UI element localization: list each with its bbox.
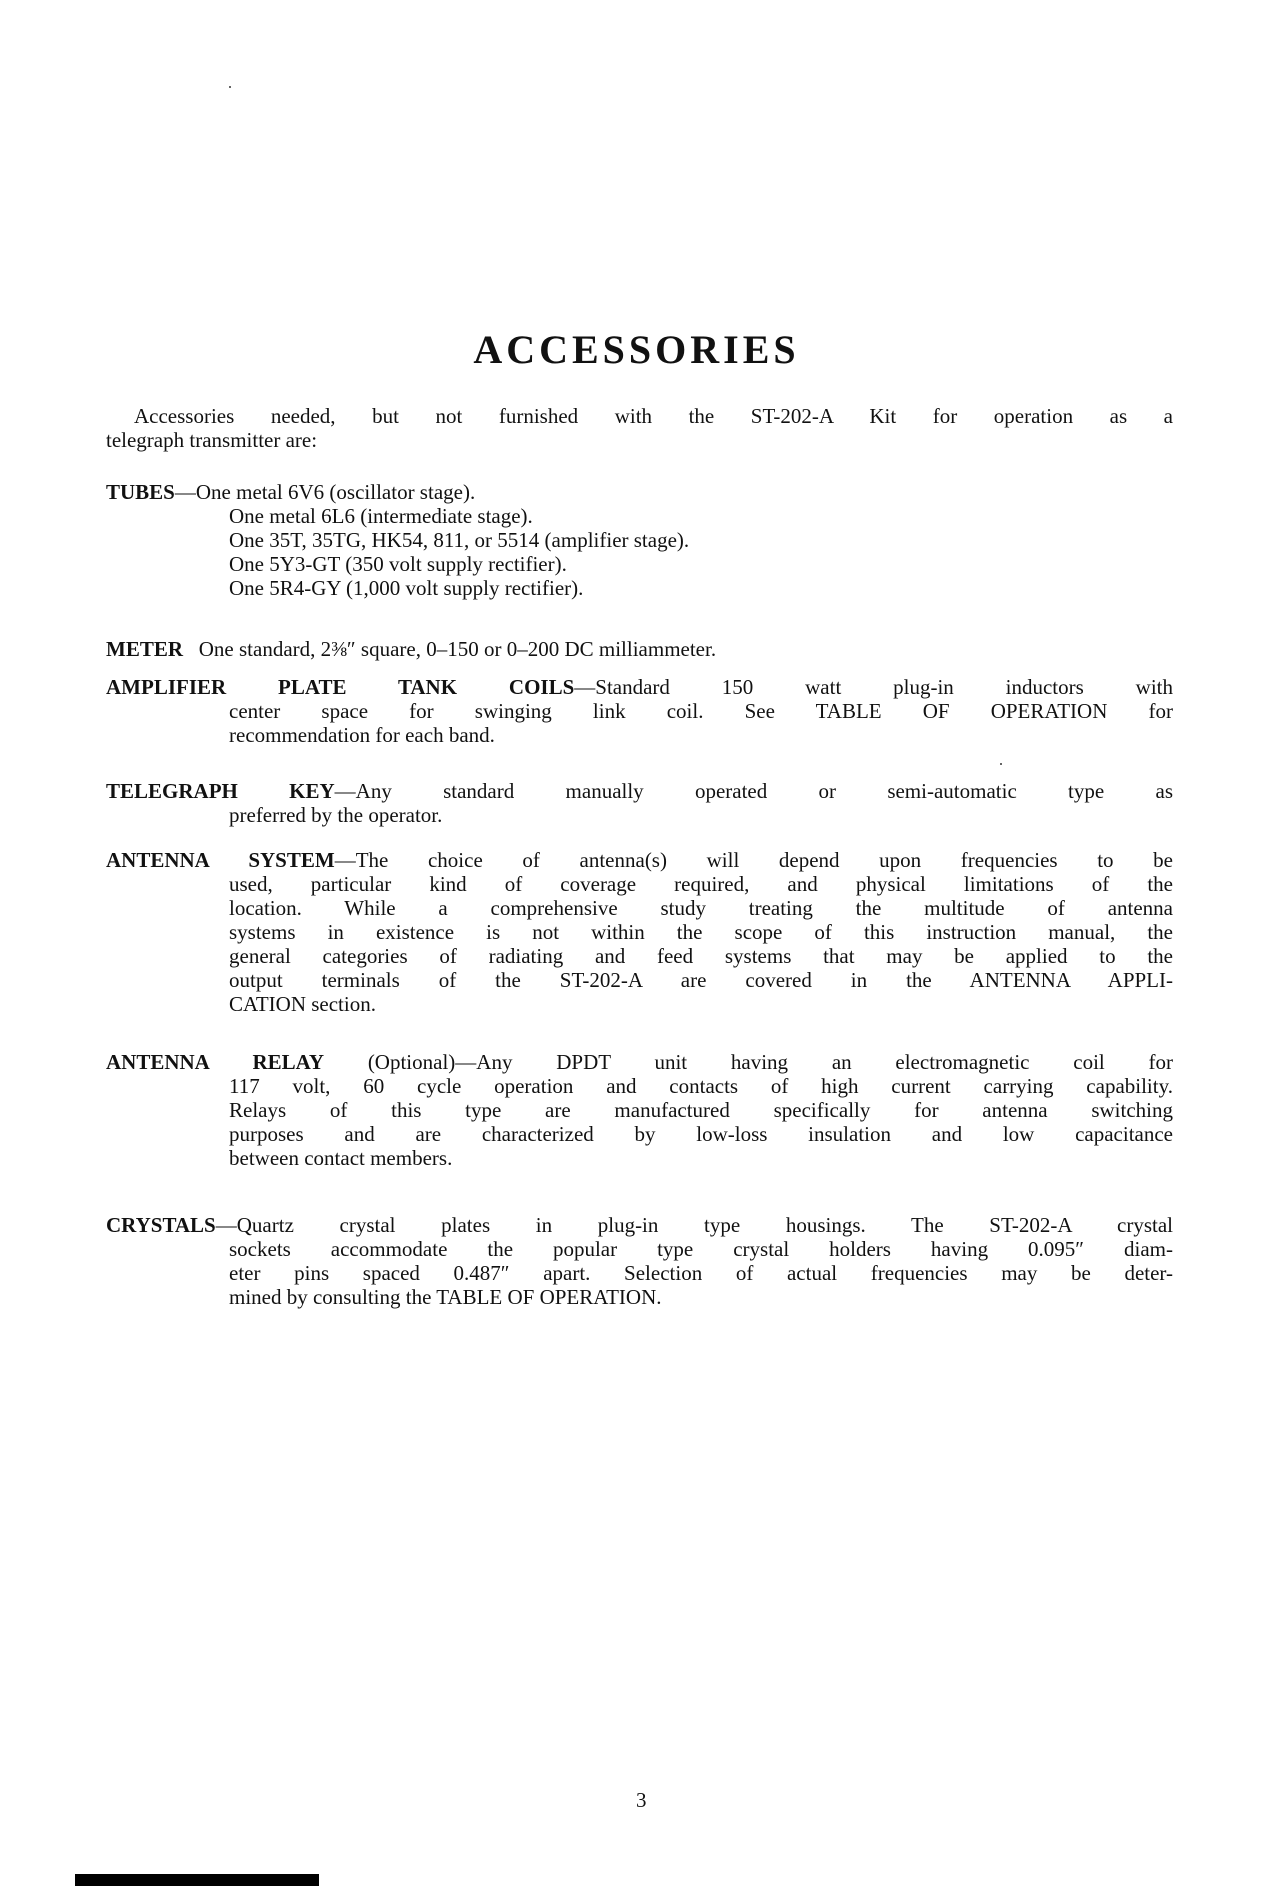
entry-label: TELEGRAPH KEY [106,779,335,803]
speck [1000,763,1002,765]
entry-label: CRYSTALS [106,1213,216,1237]
tubes-entry: TUBES—One metal 6V6 (oscillator stage). One metal 6L6 (intermediate stage). One 35T, 35TG, HK54, 811, or 5514 (amplifier stage). One 5Y3-GT (350 volt supply rectifier). One 5R4-GY (1,000 volt supply rectifier). [106,480,690,600]
intro-paragraph: Accessories needed, but not furnished with the ST-202-A Kit for operation as a telegraph transmitter are: [106,404,1173,452]
meter-entry: METER One standard, 2⅜″ square, 0–150 or 0–200 DC milliammeter. [106,637,717,661]
crystals-entry: CRYSTALS—Quartz crystal plates in plug-in type housings. The ST-202-A crystal sockets accommodate the popular type crystal holders having 0.095″ diam- eter pins spaced 0.487″ apart. Selection of actual frequencies may be deter- mined by consulting the TABLE OF OPERATION. [106,1213,1173,1309]
entry-label: ANTENNA RELAY [106,1050,325,1074]
scan-edge-bar [75,1874,319,1886]
entry-label: TUBES [106,480,175,504]
entry-label: METER [106,637,184,661]
entry-label: AMPLIFIER PLATE TANK COILS [106,675,575,699]
page-title: ACCESSORIES [473,327,800,372]
coils-entry: AMPLIFIER PLATE TANK COILS—Standard 150 watt plug-in inductors with center space for swinging link coil. See TABLE OF OPERATION for recommendation for each band. [106,675,1173,747]
antenna-system-entry: ANTENNA SYSTEM—The choice of antenna(s) will depend upon frequencies to be used, particular kind of coverage required, and physical limitations of the location. While a comprehensive study treating the multitude of antenna systems in existence is not within the scope of this instruction manual, the general categories of radiating and feed systems that may be applied to the output terminals of the ST-202-A are covered in the ANTENNA APPLI- CATION section. [106,848,1173,1016]
antenna-relay-entry: ANTENNA RELAY (Optional)—Any DPDT unit having an electromagnetic coil for 117 volt, 60 cycle operation and contacts of high current carrying capability. Relays of this type are manufactured specifically for antenna switching purposes and are characterized by low-loss insulation and low capacitance between contact members. [106,1050,1173,1170]
page-number: 3 [636,1788,647,1812]
telegraph-key-entry: TELEGRAPH KEY—Any standard manually operated or semi-automatic type as preferred by the operator. [106,779,1173,827]
speck [229,86,231,88]
entry-label: ANTENNA SYSTEM [106,848,335,872]
